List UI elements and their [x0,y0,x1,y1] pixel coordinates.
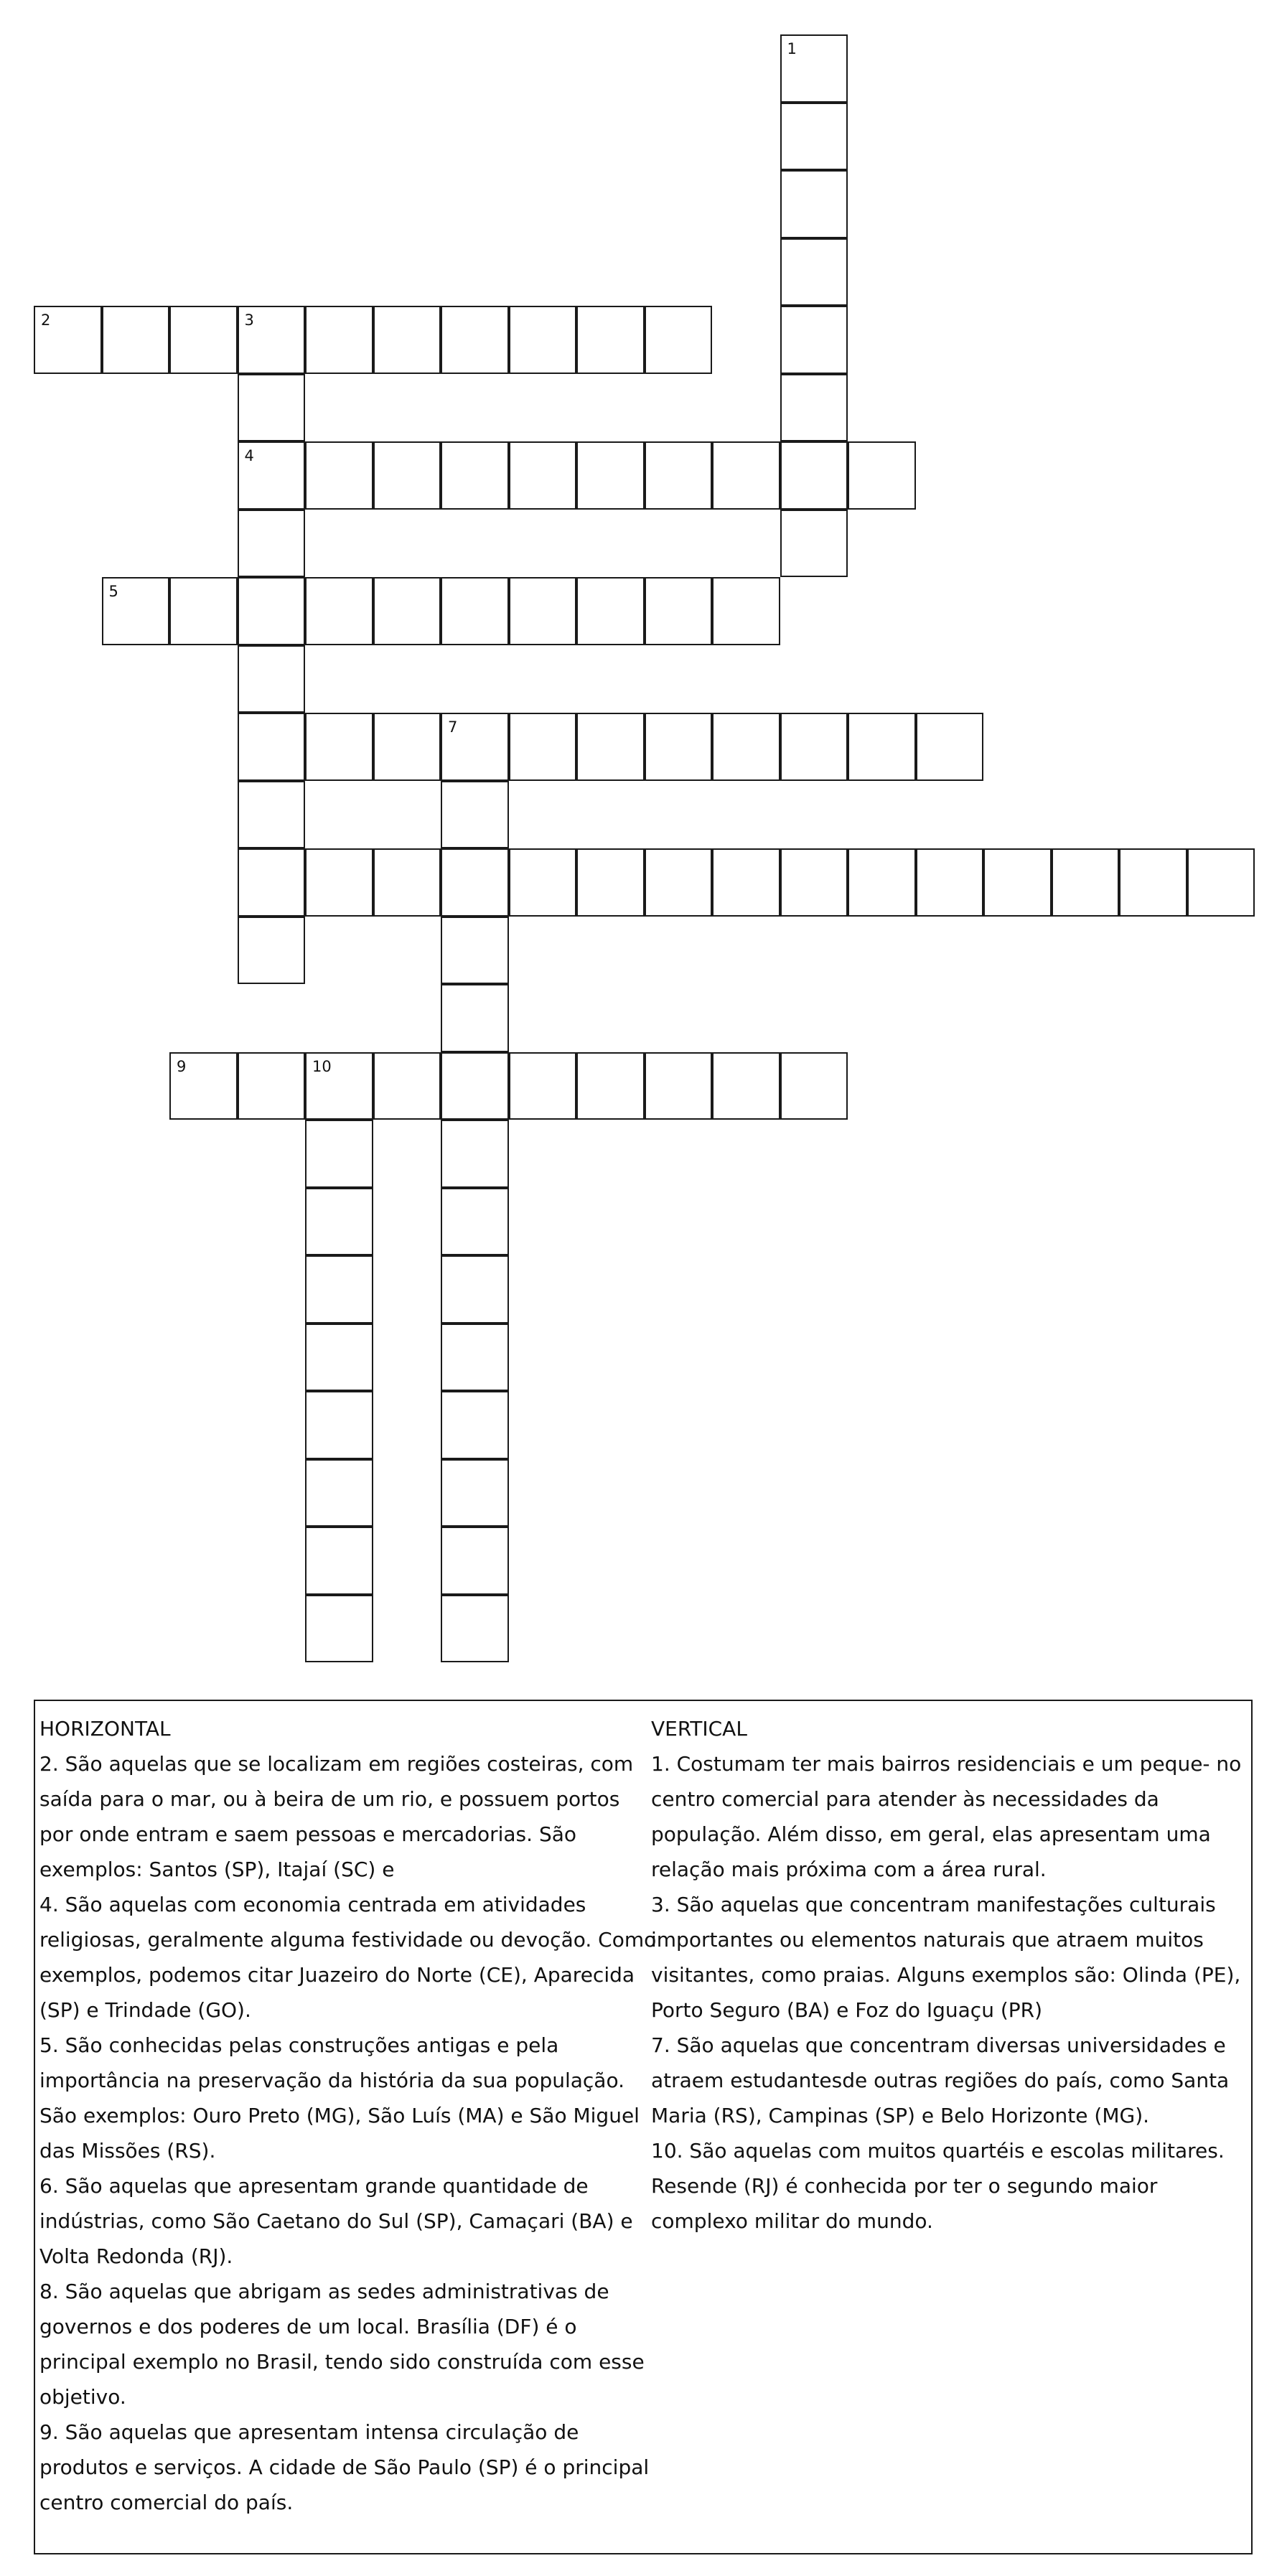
crossword-cell[interactable] [645,713,713,781]
crossword-cell[interactable] [238,441,306,510]
crossword-cell[interactable] [238,781,306,849]
crossword-cell[interactable] [780,34,848,103]
crossword-cell[interactable] [373,848,441,917]
crossword-cell[interactable] [916,713,984,781]
crossword-cell[interactable] [780,238,848,306]
crossword-cell[interactable] [34,306,102,374]
crossword-cell[interactable] [848,441,916,510]
crossword-cell[interactable] [441,441,509,510]
crossword-cell[interactable] [373,713,441,781]
horizontal-clue-2: 2. São aquelas que se localizam em regiões costeiras, com saída para o mar, ou à beira de um rio, e possuem portos por onde entram e saem pessoas e mercadorias. São exemplos: Santos (SP), Itajaí (SC) e [39,1752,634,1881]
crossword-cell[interactable] [238,917,306,985]
vertical-clue-3: 3. São aquelas que concentram manifestações culturais importantes ou elementos naturais que atraem muitos visitantes, como praias. Alguns exemplos são: Olinda (PE), Porto Seguro (BA) e Foz do Iguaçu (PR) [651,1893,1241,2022]
crossword-cell[interactable] [780,441,848,510]
horizontal-clue-5: 5. São conhecidas pelas construções antigas e pela importância na preservação da história da sua população. São exemplos: Ouro Preto (MG), São Luís (MA) e São Miguel das Missões (RS). [39,2033,640,2163]
crossword-cell[interactable] [441,848,509,917]
crossword-cell[interactable] [441,1595,509,1663]
crossword-cell[interactable] [645,441,713,510]
crossword-cell[interactable] [305,1052,373,1120]
crossword-cell[interactable] [441,1391,509,1459]
crossword-cell[interactable] [780,713,848,781]
crossword-cell[interactable] [238,306,306,374]
clue-panel [34,1700,1253,2554]
crossword-cell[interactable] [441,1324,509,1392]
crossword-cell[interactable] [169,577,238,645]
crossword-cell[interactable] [238,374,306,442]
crossword-cell[interactable] [1119,848,1187,917]
crossword-cell[interactable] [305,441,373,510]
vertical-clue-column [651,1711,1248,2239]
crossword-cell[interactable] [983,848,1052,917]
crossword-cell[interactable] [441,1120,509,1188]
crossword-cell[interactable] [780,103,848,171]
crossword-cell[interactable] [441,1052,509,1120]
crossword-cell[interactable] [238,510,306,578]
crossword-cell[interactable] [576,1052,645,1120]
clue-number: 2 [41,312,51,329]
crossword-cell[interactable] [712,441,780,510]
crossword-cell[interactable] [509,1052,577,1120]
horizontal-clue-column [39,1711,657,2520]
horizontal-clue-4: 4. São aquelas com economia centrada em atividades religiosas, geralmente alguma festividade ou devoção. Como exemplos, podemos citar Juazeiro do Norte (CE), Aparecida (SP) e Trindade (GO). [39,1893,657,2022]
horizontal-clue-9: 9. São aquelas que apresentam intensa circulação de produtos e serviços. A cidade de São Paulo (SP) é o principal centro comercial do país. [39,2420,650,2514]
crossword-cell[interactable] [780,374,848,442]
crossword-cell[interactable] [305,848,373,917]
crossword-cell[interactable] [441,984,509,1052]
crossword-cell[interactable] [441,917,509,985]
clue-number: 1 [787,40,797,57]
horizontal-clue-8: 8. São aquelas que abrigam as sedes administrativas de governos e dos poderes de um local. Brasília (DF) é o principal exemplo no Brasil, tendo sido construída com esse objetivo. [39,2280,645,2409]
crossword-cell[interactable] [780,848,848,917]
crossword-cell[interactable] [509,441,577,510]
crossword-cell[interactable] [305,1527,373,1595]
clue-number: 5 [108,583,118,600]
crossword-cell[interactable] [1052,848,1120,917]
crossword-cell[interactable] [780,170,848,238]
crossword-cell[interactable] [712,577,780,645]
crossword-cell[interactable] [712,1052,780,1120]
crossword-cell[interactable] [848,848,916,917]
crossword-cell[interactable] [780,510,848,578]
vertical-clue-7: 7. São aquelas que concentram diversas universidades e atraem estudantesde outras regiões do país, como Santa Maria (RS), Campinas (SP) e Belo Horizonte (MG). [651,2033,1230,2127]
crossword-cell[interactable] [102,577,170,645]
crossword-cell[interactable] [373,306,441,374]
crossword-cell[interactable] [576,713,645,781]
crossword-cell[interactable] [441,1188,509,1256]
crossword-cell[interactable] [780,306,848,374]
vertical-heading: VERTICAL [651,1717,747,1741]
crossword-cell[interactable] [305,1120,373,1188]
crossword-cell[interactable] [102,306,170,374]
crossword-cell[interactable] [645,306,713,374]
crossword-cell[interactable] [238,1052,306,1120]
crossword-cell[interactable] [238,848,306,917]
crossword-cell[interactable] [509,577,577,645]
crossword-cell[interactable] [441,713,509,781]
crossword-cell[interactable] [441,1527,509,1595]
crossword-cell[interactable] [441,306,509,374]
horizontal-clue-6: 6. São aquelas que apresentam grande quantidade de indústrias, como São Caetano do Sul (SP), Camaçari (BA) e Volta Redonda (RJ). [39,2174,633,2268]
clue-number: 3 [244,312,254,329]
crossword-cell[interactable] [441,781,509,849]
crossword-cell[interactable] [238,713,306,781]
crossword-cell[interactable] [916,848,984,917]
crossword-cell[interactable] [169,1052,238,1120]
crossword-cell[interactable] [305,1459,373,1527]
crossword-cell[interactable] [305,1595,373,1663]
crossword-cell[interactable] [645,848,713,917]
crossword-cell[interactable] [509,848,577,917]
crossword-cell[interactable] [780,1052,848,1120]
crossword-cell[interactable] [645,577,713,645]
crossword-cell[interactable] [305,1324,373,1392]
clue-number: 7 [448,718,458,736]
crossword-cell[interactable] [305,713,373,781]
crossword-cell[interactable] [576,577,645,645]
crossword-cell[interactable] [373,577,441,645]
clue-number: 4 [244,447,254,464]
crossword-cell[interactable] [373,1052,441,1120]
crossword-cell[interactable] [441,1255,509,1324]
crossword-cell[interactable] [305,1255,373,1324]
crossword-cell[interactable] [712,848,780,917]
crossword-cell[interactable] [576,306,645,374]
crossword-cell[interactable] [441,1459,509,1527]
crossword-cell[interactable] [305,1391,373,1459]
crossword-cell[interactable] [441,577,509,645]
crossword-cell[interactable] [576,441,645,510]
vertical-clue-10: 10. São aquelas com muitos quartéis e escolas militares. Resende (RJ) é conhecida por ter o segundo maior complexo militar do mundo. [651,2139,1225,2233]
crossword-cell[interactable] [305,577,373,645]
crossword-cell[interactable] [712,713,780,781]
crossword-cell[interactable] [848,713,916,781]
crossword-cell[interactable] [645,1052,713,1120]
crossword-cell[interactable] [1187,848,1255,917]
horizontal-heading: HORIZONTAL [39,1717,171,1741]
crossword-cell[interactable] [509,306,577,374]
crossword-cell[interactable] [169,306,238,374]
clue-number: 10 [312,1057,332,1075]
crossword-cell[interactable] [509,713,577,781]
crossword-cell[interactable] [238,577,306,645]
crossword-cell[interactable] [373,441,441,510]
crossword-cell[interactable] [305,1188,373,1256]
clue-number: 9 [177,1057,187,1075]
crossword-cell[interactable] [305,306,373,374]
crossword-cell[interactable] [238,645,306,713]
crossword-cell[interactable] [576,848,645,917]
vertical-clue-1: 1. Costumam ter mais bairros residenciais e um peque- no centro comercial para atender às necessidades da população. Além disso, em geral, elas apresentam uma relação mais próxima com a área rural. [651,1752,1242,1881]
